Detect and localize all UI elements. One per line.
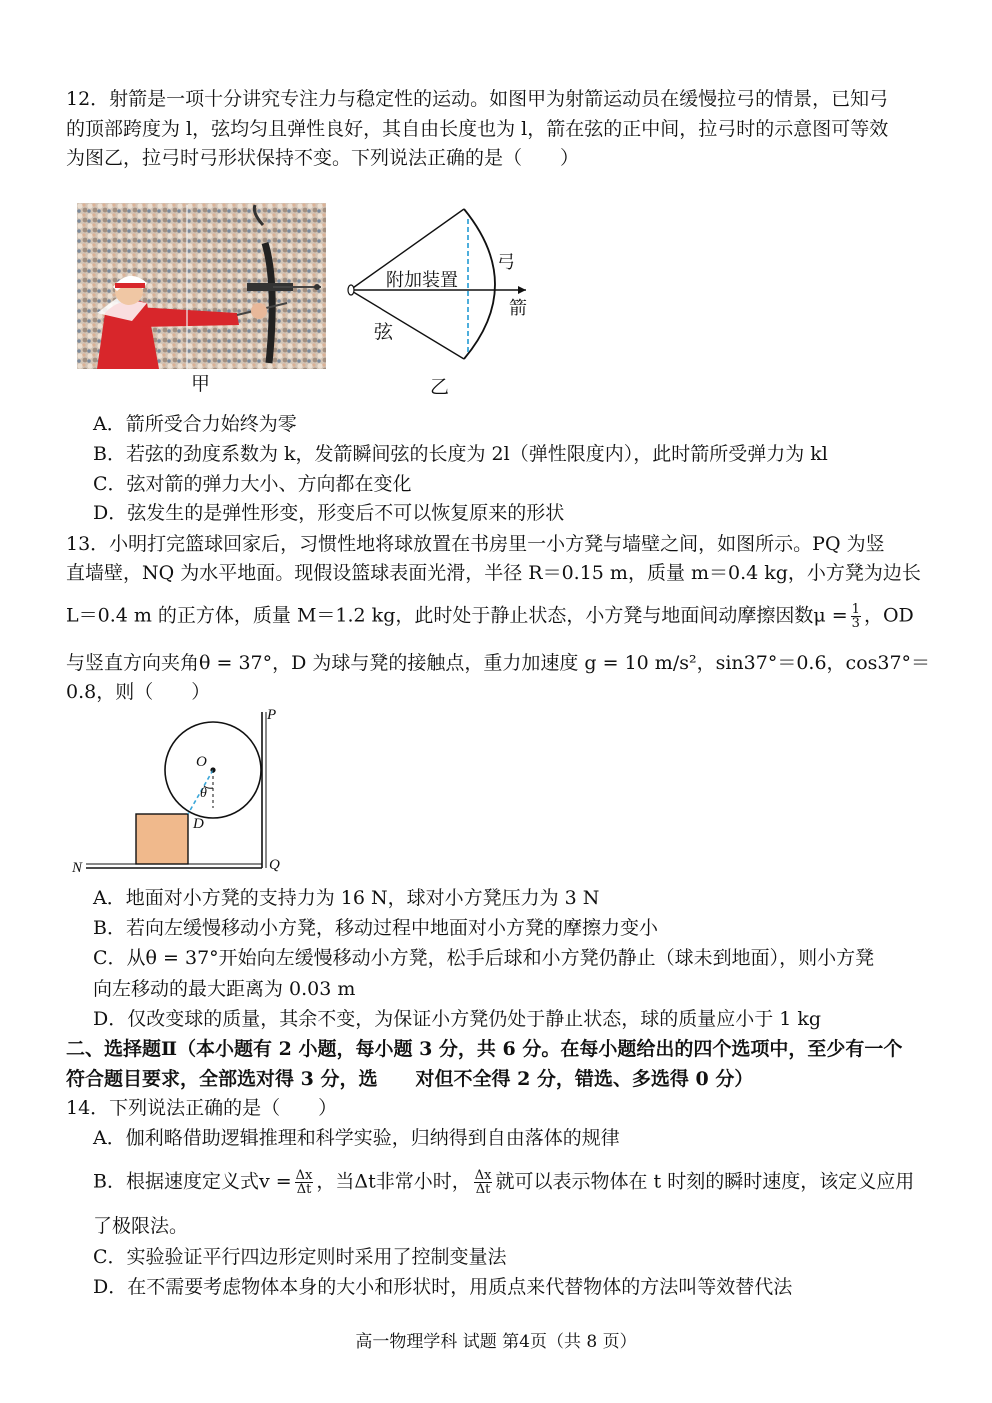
label-arrow: 箭 [509, 298, 527, 319]
q13-stem-line3 [66, 603, 914, 630]
q13-stem-line4: 与竖直方向夹角θ = 37°，D 为球与凳的接触点，重力加速度 g = 10 m/s²，sin37°＝0.6，cos37°＝ [66, 652, 931, 674]
q14-option-a: A．伽利略借助逻辑推理和科学实验，归纳得到自由落体的规律 [93, 1127, 620, 1149]
q13-option-b: B．若向左缓慢移动小方凳，移动过程中地面对小方凳的摩擦力变小 [93, 917, 658, 939]
q14-option-d: D．在不需要考虑物体本身的大小和形状时，用质点来代替物体的方法叫等效替代法 [93, 1276, 793, 1298]
mu-denominator: 3 [851, 616, 860, 631]
frac-num: Δx [295, 1168, 313, 1183]
frac-den: Δt [296, 1182, 312, 1197]
q14-b-post: 就可以表示物体在 t 时刻的瞬时速度，该定义应用 [495, 1170, 915, 1193]
section2-heading-line2: 符合题目要求，全部选对得 3 分，选 对但不全得 2 分，错选、多选得 0 分） [66, 1068, 754, 1090]
q13-option-d: D．仅改变球的质量，其余不变，为保证小方凳仍处于静止状态，球的质量应小于 1 kg [93, 1008, 822, 1030]
figure-jia-archer-photo [77, 203, 326, 369]
q14-option-b-line1 [93, 1169, 914, 1196]
q12-option-a: A．箭所受合力始终为零 [93, 413, 297, 435]
q12-option-b: B．若弦的劲度系数为 k，发箭瞬间弦的长度为 2l（弹性限度内），此时箭所受弹力为 kl [93, 443, 828, 465]
q13-line3-text: L＝0.4 m 的正方体，质量 M＝1.2 kg，此时处于静止状态，小方凳与地面间动摩擦因数μ = [66, 604, 848, 627]
q13-option-c-line1: C．从θ = 37°开始向左缓慢移动小方凳，松手后球和小方凳仍静止（球未到地面），则小方凳 [93, 947, 875, 969]
label-bow: 弓 [497, 252, 515, 273]
q13-stem-line1: 13．小明打完篮球回家后，习惯性地将球放置在书房里一小方凳与墙壁之间，如图所示。PQ 为竖 [66, 533, 885, 555]
page-footer: 高一物理学科 试题 第4页（共 8 页） [355, 1332, 637, 1352]
q12-stem-line1: 12．射箭是一项十分讲究专注力与稳定性的运动。如图甲为射箭运动员在缓慢拉弓的情景，已知弓 [66, 88, 889, 110]
section2-heading-line1: 二、选择题Ⅱ（本小题有 2 小题，每小题 3 分，共 6 分。在每小题给出的四个选项中，至少有一个 [66, 1038, 903, 1060]
figure-yi-caption: 乙 [430, 376, 450, 398]
figure-jia-caption: 甲 [191, 373, 211, 395]
label-D: D [193, 816, 204, 832]
label-N: N [72, 860, 83, 876]
q13-line3-od: ，OD [863, 604, 914, 627]
label-O: O [196, 754, 207, 770]
velocity-fraction [295, 1169, 314, 1196]
q12-option-d: D．弦发生的是弹性形变，形变后不可以恢复原来的形状 [93, 502, 565, 524]
q13-option-a: A．地面对小方凳的支持力为 16 N，球对小方凳压力为 3 N [93, 887, 600, 909]
mu-numerator: 1 [851, 602, 860, 617]
q12-stem-line2: 的顶部跨度为 l，弦均匀且弹性良好，其自由长度也为 l，箭在弦的正中间，拉弓时的示意图可等效 [66, 118, 889, 140]
q12-option-c: C．弦对箭的弹力大小、方向都在变化 [93, 473, 412, 495]
label-string: 弦 [374, 321, 394, 343]
q14-option-b-line2: 了极限法。 [93, 1215, 189, 1237]
label-P: P [267, 707, 277, 723]
q13-option-c-line2: 向左移动的最大距离为 0.03 m [93, 978, 356, 1000]
frac2-den: Δt [475, 1182, 491, 1197]
q13-stem-line2: 直墙壁，NQ 为水平地面。现假设篮球表面光滑，半径 R＝0.15 m，质量 m＝0.4 kg，小方凳为边长 [66, 562, 921, 584]
q12-stem-line3: 为图乙，拉弓时弓形状保持不变。下列说法正确的是（ ） [66, 147, 580, 169]
label-Q: Q [269, 857, 280, 873]
figure-ball-stool-wall [70, 706, 290, 882]
frac2-num: Δx [474, 1168, 492, 1183]
mu-fraction [851, 603, 861, 630]
velocity-fraction-2 [474, 1169, 493, 1196]
q14-b-pre: B．根据速度定义式v = [93, 1170, 292, 1193]
label-theta: θ [200, 786, 207, 801]
label-attachment-device: 附加装置 [386, 270, 458, 291]
q14-b-mid: ，当Δt非常小时， [316, 1170, 471, 1193]
q14-option-c: C．实验验证平行四边形定则时采用了控制变量法 [93, 1246, 507, 1268]
q13-stem-line5: 0.8，则（ ） [66, 681, 211, 703]
q14-stem: 14．下列说法正确的是（ ） [66, 1097, 338, 1119]
